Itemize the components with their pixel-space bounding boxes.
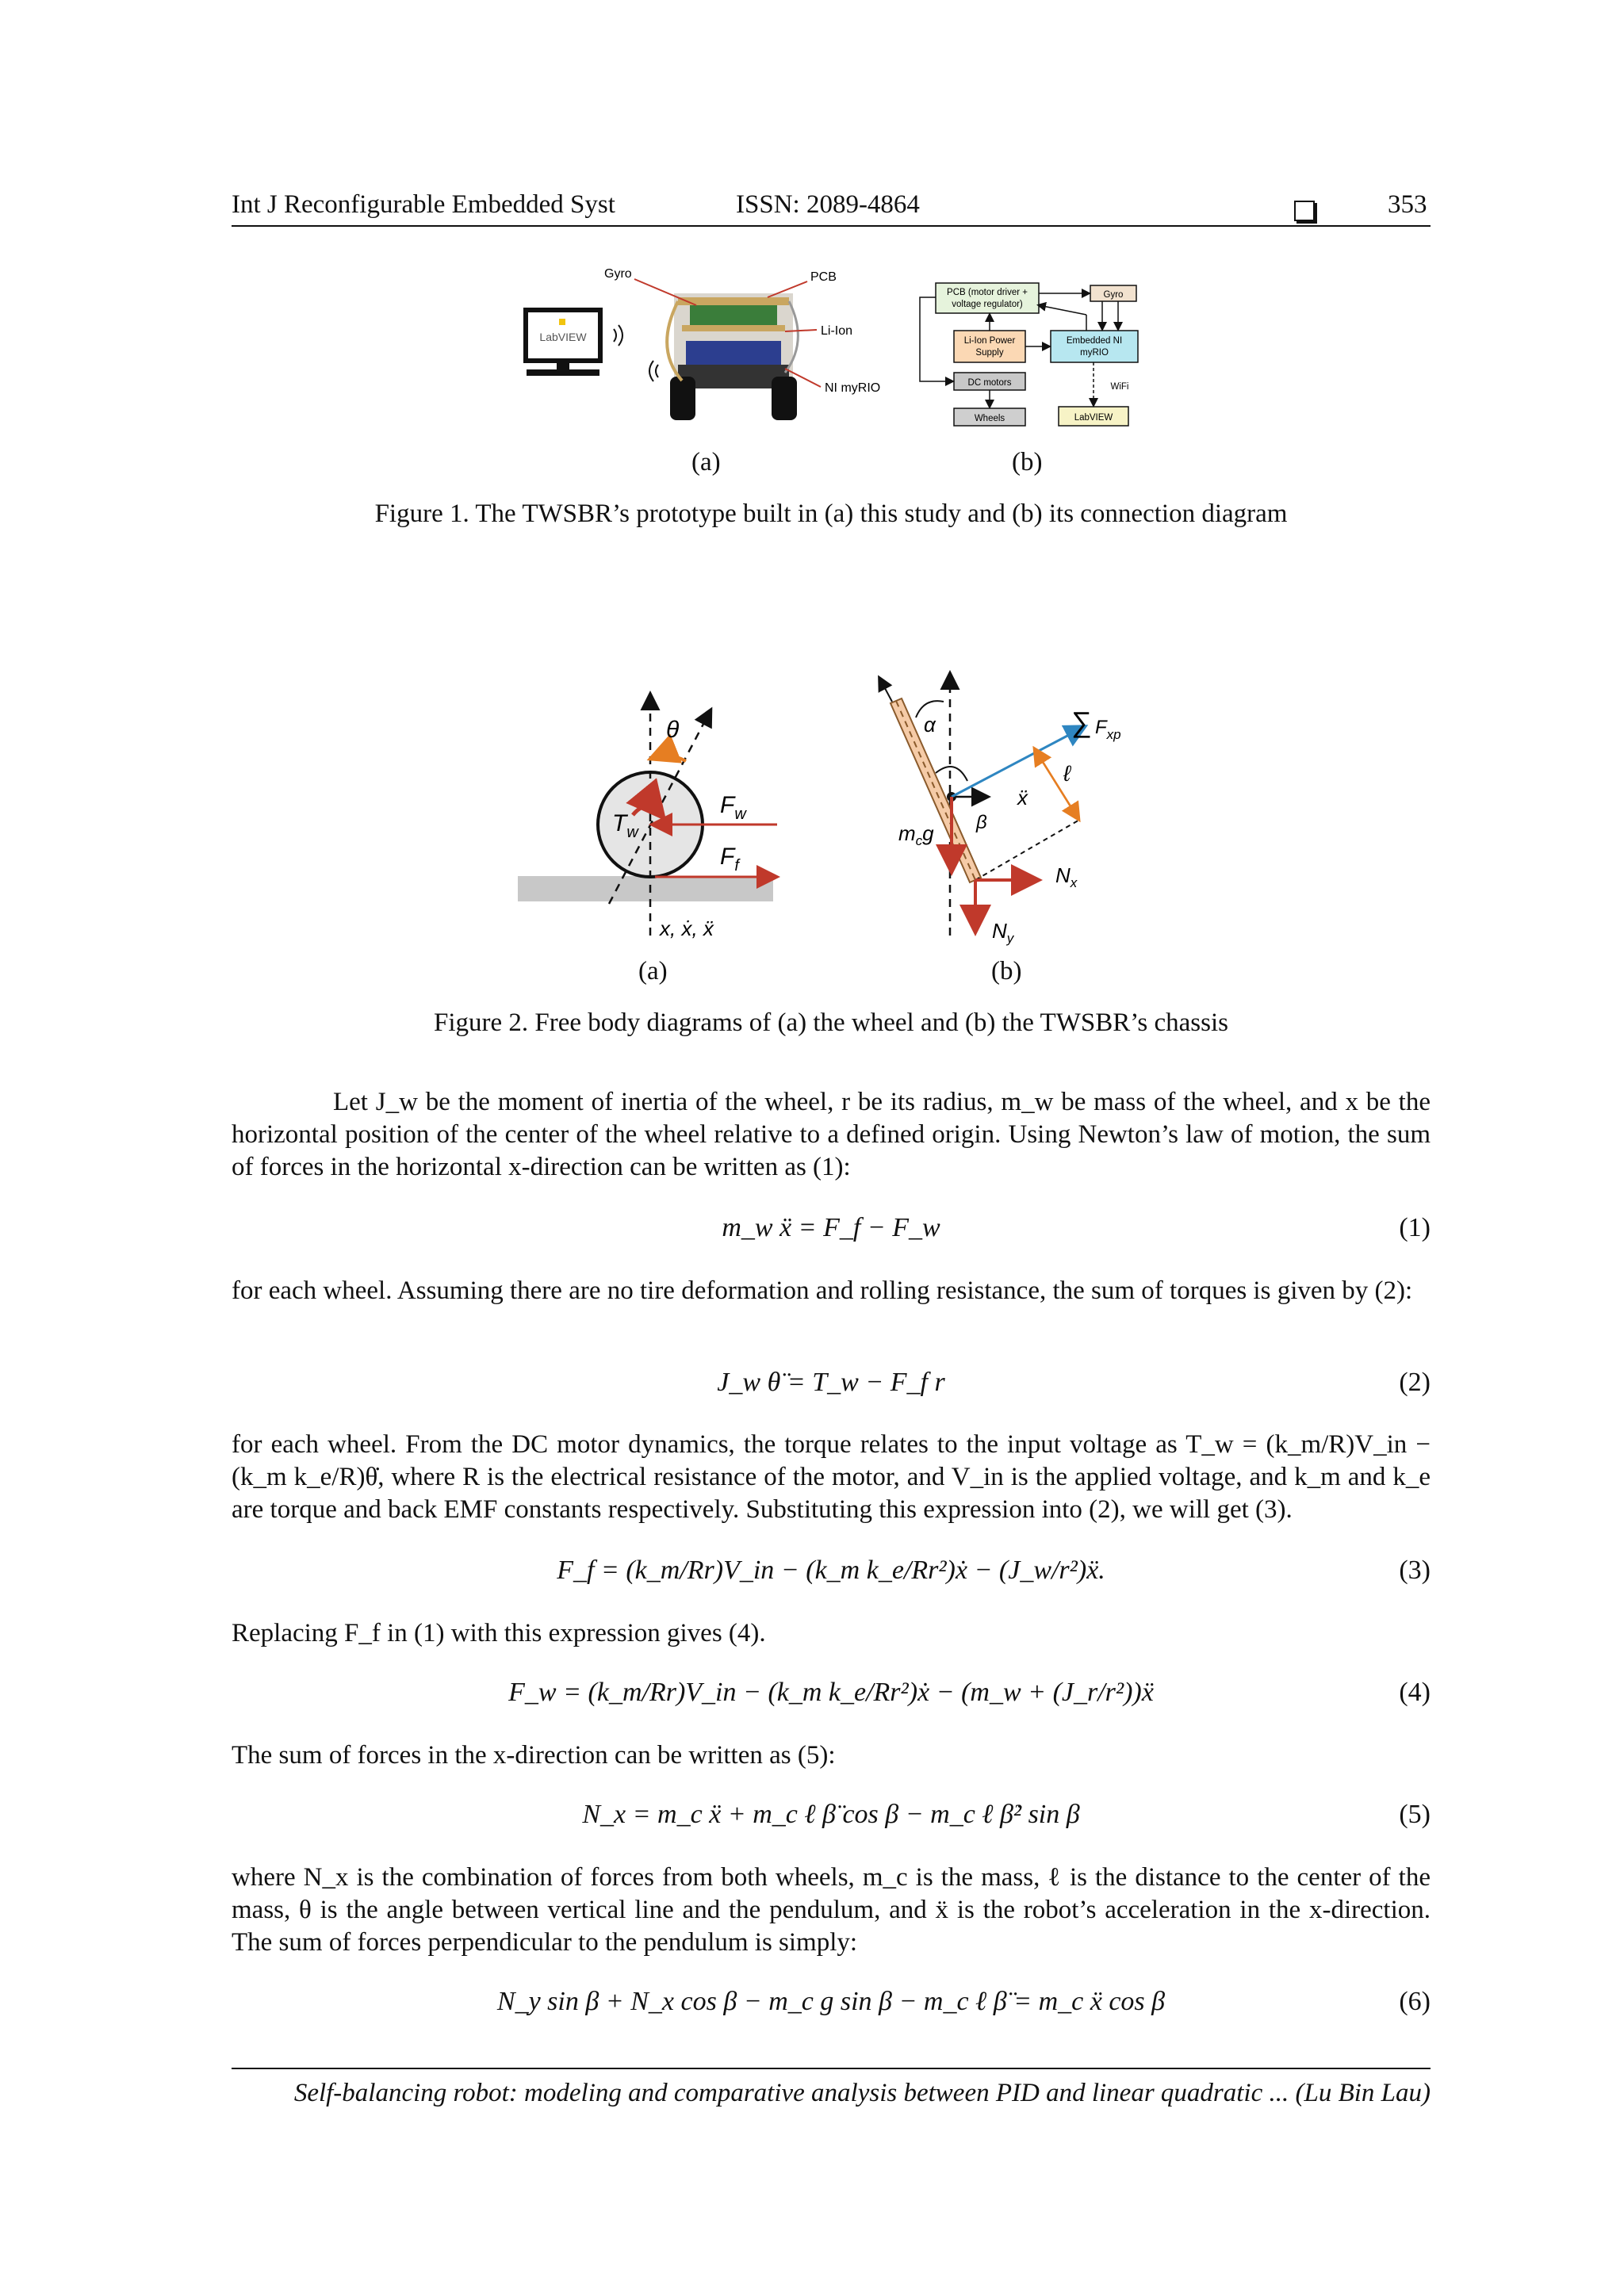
figure2-chassis-fbd <box>868 670 1142 955</box>
myrio-box-line2: myRIO <box>1080 348 1109 358</box>
equation-3 <box>232 1556 1431 1590</box>
figure2-sublabel-a: (a) <box>638 957 668 985</box>
robot-photo <box>667 293 798 420</box>
figure1-connection-diagram <box>912 274 1150 436</box>
issn: ISSN: 2089-4864 <box>736 190 920 219</box>
square-icon <box>1294 195 1315 224</box>
equation-1-number: (1) <box>1399 1213 1431 1242</box>
myrio-box-line1: Embedded NI <box>1066 336 1123 346</box>
pcb-box-line2: voltage regulator) <box>952 300 1023 309</box>
equation-1 <box>232 1213 1431 1248</box>
equation-5-number: (5) <box>1399 1800 1431 1829</box>
paragraph-2: for each wheel. Assuming there are no tire deformation and rolling resistance, the sum of torques is given by (2): <box>232 1276 1413 1305</box>
footer-rule <box>232 2068 1431 2069</box>
journal-name: Int J Reconfigurable Embedded Syst <box>232 190 615 219</box>
paragraph-3: for each wheel. From the DC motor dynamics, the torque relates to the input voltage as T_w = (k_m/R)V_in − (k_m k_e/R)θ̇, where R is the electrical resistance of the motor, and V_in is the applied voltage, and k_m and k_e are torque and back EMF constants respectively. Substituting this expression into (2), we will get (3). <box>232 1430 1431 1524</box>
x-label: x, ẋ, ẍ <box>660 916 714 940</box>
gyro-box-label: Gyro <box>1103 290 1124 300</box>
pcb-box-line1: PCB (motor driver + <box>947 288 1028 297</box>
power-box-line2: Supply <box>975 348 1004 358</box>
power-box <box>954 331 1025 362</box>
liion-label: Li-Ion <box>821 324 853 338</box>
paragraph-4: Replacing F_f in (1) with this expression gives (4). <box>232 1619 766 1647</box>
xdd-label: ẍ <box>1017 786 1028 809</box>
ell-label: ℓ <box>1063 761 1071 786</box>
motors-box-label: DC motors <box>967 378 1012 388</box>
figure1-prototype-photo <box>515 262 928 436</box>
figure1-sublabel-a: (a) <box>691 448 721 476</box>
running-footer: Self-balancing robot: modeling and comparative analysis between PID and linear quadratic ... (Lu Bin Lau) <box>293 2079 1431 2107</box>
theta-label: θ <box>666 717 680 743</box>
equation-4 <box>232 1678 1431 1712</box>
alpha-label: α <box>924 713 936 737</box>
figure2-wheel-fbd <box>515 690 785 951</box>
nx-label: $N_x$ <box>1055 863 1078 890</box>
wheels-box-label: Wheels <box>974 414 1005 423</box>
wifi-icon <box>614 325 658 381</box>
equation-6-number: (6) <box>1399 1987 1431 2016</box>
figure2-sublabel-b: (b) <box>991 957 1022 985</box>
wifi-label: WiFi <box>1110 382 1129 392</box>
page-number: 353 <box>1388 190 1427 219</box>
equation-2 <box>232 1368 1431 1402</box>
pendulum-rod <box>891 698 981 882</box>
myrio-label: NI myRIO <box>825 381 881 395</box>
ny-label: $N_y$ <box>992 919 1014 946</box>
paragraph-6: where N_x is the combination of forces from both wheels, m_c is the mass, ℓ is the distance to the center of the mass, θ is the angle between vertical line and the pendulum, and ẍ is the robot’s acceleration in the x-direction. The sum of forces perpendicular to the pendulum is simply: <box>232 1863 1431 1957</box>
equation-2-expr: J_w θ̈ = T_w − F_f r <box>717 1368 945 1397</box>
labview-box-label: LabVIEW <box>1074 413 1113 423</box>
tw-label: $T_w$ <box>612 810 638 841</box>
equation-3-expr: F_f = (k_m/Rr)V_in − (k_m k_e/Rr²)ẋ − (J_w/r²)ẍ. <box>557 1556 1105 1585</box>
power-box-line1: Li-Ion Power <box>963 336 1016 346</box>
gyro-label: Gyro <box>604 267 632 281</box>
ff-label: $F_f$ <box>720 844 739 874</box>
pcb-label: PCB <box>810 270 837 284</box>
mcg-label: $m_cg$ <box>898 821 934 848</box>
figure1-sublabel-b: (b) <box>1012 448 1043 476</box>
header-rule <box>232 225 1431 227</box>
myrio-box <box>1051 331 1138 362</box>
fw-label: $F_w$ <box>720 792 746 823</box>
labview-label: LabVIEW <box>539 331 587 343</box>
equation-3-number: (3) <box>1399 1556 1431 1585</box>
ground <box>518 876 773 901</box>
equation-6-expr: N_y sin β + N_x cos β − m_c g sin β − m_c ℓ β̈ = m_c ẍ cos β <box>496 1987 1166 2016</box>
equation-5-expr: N_x = m_c ẍ + m_c ℓ β̈ cos β − m_c ℓ β̇² sin β <box>582 1800 1080 1829</box>
sum-symbol: ∑ <box>1071 706 1092 738</box>
beta-label: β <box>976 812 987 833</box>
paragraph-1: Let J_w be the moment of inertia of the wheel, r be its radius, m_w be mass of the wheel, and x be the horizontal position of the center of the wheel relative to a defined origin. Using Newton’s law of motion, the sum of forces in the horizontal x-direction can be written as (1): <box>232 1088 1431 1181</box>
equation-5 <box>232 1800 1431 1835</box>
equation-4-expr: F_w = (k_m/Rr)V_in − (k_m k_e/Rr²)ẋ − (m_w + (J_r/r²))ẍ <box>508 1678 1154 1707</box>
fxp-label: $F_{xp}$ <box>1095 717 1121 742</box>
figure2-caption: Figure 2. Free body diagrams of (a) the wheel and (b) the TWSBR’s chassis <box>433 1008 1228 1037</box>
equation-1-expr: m_w ẍ = F_f − F_w <box>722 1213 940 1242</box>
paragraph-5: The sum of forces in the x-direction can be written as (5): <box>232 1741 836 1770</box>
equation-2-number: (2) <box>1399 1368 1431 1397</box>
equation-4-number: (4) <box>1399 1678 1431 1707</box>
equation-6 <box>232 1987 1431 2022</box>
figure1-caption: Figure 1. The TWSBR’s prototype built in (a) this study and (b) its connection diagram <box>374 499 1288 528</box>
monitor-icon <box>523 308 603 376</box>
